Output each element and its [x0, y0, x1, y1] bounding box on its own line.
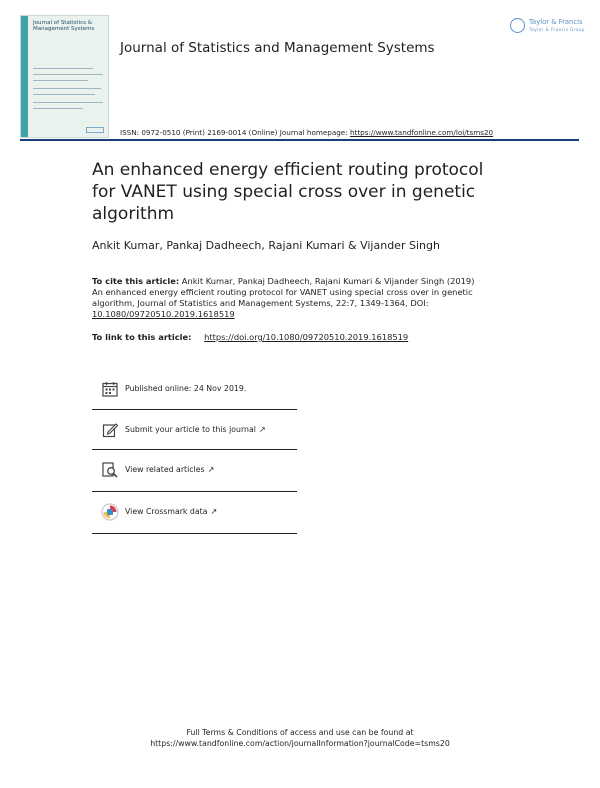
cover-accent-bar [21, 16, 28, 137]
cover-text-line [33, 102, 103, 103]
cover-text-line [33, 94, 95, 95]
external-link-icon: ↗ [207, 465, 215, 474]
publisher-logo-name: Taylor & Francis [529, 18, 583, 26]
footer-terms-text: Full Terms & Conditions of access and use can be found at [186, 728, 414, 737]
issn-line [120, 128, 493, 137]
published-online-row [92, 372, 297, 405]
header-divider [20, 139, 579, 141]
cover-title: Journal of Statistics & Management Systems [33, 20, 95, 32]
article-authors: Ankit Kumar, Pankaj Dadheech, Rajani Kumari & Vijander Singh [92, 239, 440, 252]
article-doi-url[interactable]: https://doi.org/10.1080/09720510.2019.1618519 [204, 332, 409, 342]
edit-icon [100, 420, 120, 440]
article-title: An enhanced energy efficient routing protocol for VANET using special cross over in genetic algorithm [92, 160, 484, 224]
calendar-icon [100, 379, 120, 399]
external-link-icon: ↗ [210, 507, 218, 516]
search-icon [100, 460, 120, 480]
journal-cover-thumbnail [20, 15, 109, 138]
journal-title[interactable]: Journal of Statistics and Management Systems [120, 40, 435, 56]
article-link-label: To link to this article: [92, 332, 192, 342]
cover-publisher-mark [86, 127, 104, 133]
related-articles-row[interactable] [92, 453, 297, 486]
cover-text-line [33, 74, 103, 75]
citation-doi-link[interactable]: 10.1080/09720510.2019.1618519 [92, 309, 235, 319]
submit-article-link[interactable]: Submit your article to this journal [125, 425, 256, 434]
issn-text: ISSN: 0972-0510 (Print) 2169-0014 (Online) Journal homepage: [120, 128, 348, 137]
crossmark-link[interactable]: View Crossmark data [125, 507, 208, 516]
citation-block [92, 276, 487, 320]
citation-label: To cite this article: [92, 276, 180, 286]
related-articles-link[interactable]: View related articles [125, 465, 205, 474]
published-online-text: Published online: 24 Nov 2019. [125, 384, 247, 393]
cover-text-line [33, 88, 101, 89]
journal-homepage-link[interactable]: https://www.tandfonline.com/loi/tsms20 [349, 128, 494, 137]
crossmark-icon [100, 502, 120, 522]
info-divider [92, 409, 297, 410]
info-divider [92, 449, 297, 450]
footer [0, 727, 600, 749]
submit-article-row[interactable] [92, 413, 297, 446]
article-link-line [92, 332, 408, 342]
citation-text: Ankit Kumar, Pankaj Dadheech, Rajani Kumari & Vijander Singh (2019) An enhanced energy efficient routing protocol for VANET using special cross over in genetic algorithm, Journal of Statistics and Management Systems, 22:7, 1349-1364, DOI: [92, 276, 475, 308]
cover-text-line [33, 68, 93, 69]
publisher-logo-tagline: Taylor & Francis Group [529, 27, 585, 32]
external-link-icon: ↗ [258, 425, 266, 434]
publisher-logo[interactable] [510, 17, 585, 35]
info-divider [92, 491, 297, 492]
publisher-logo-icon [510, 18, 525, 33]
cover-text-line [33, 80, 88, 81]
info-divider [92, 533, 297, 534]
crossmark-row[interactable] [92, 495, 297, 528]
cover-text-line [33, 108, 83, 109]
footer-terms-link[interactable]: https://www.tandfonline.com/action/journalInformation?journalCode=tsms20 [150, 739, 450, 748]
